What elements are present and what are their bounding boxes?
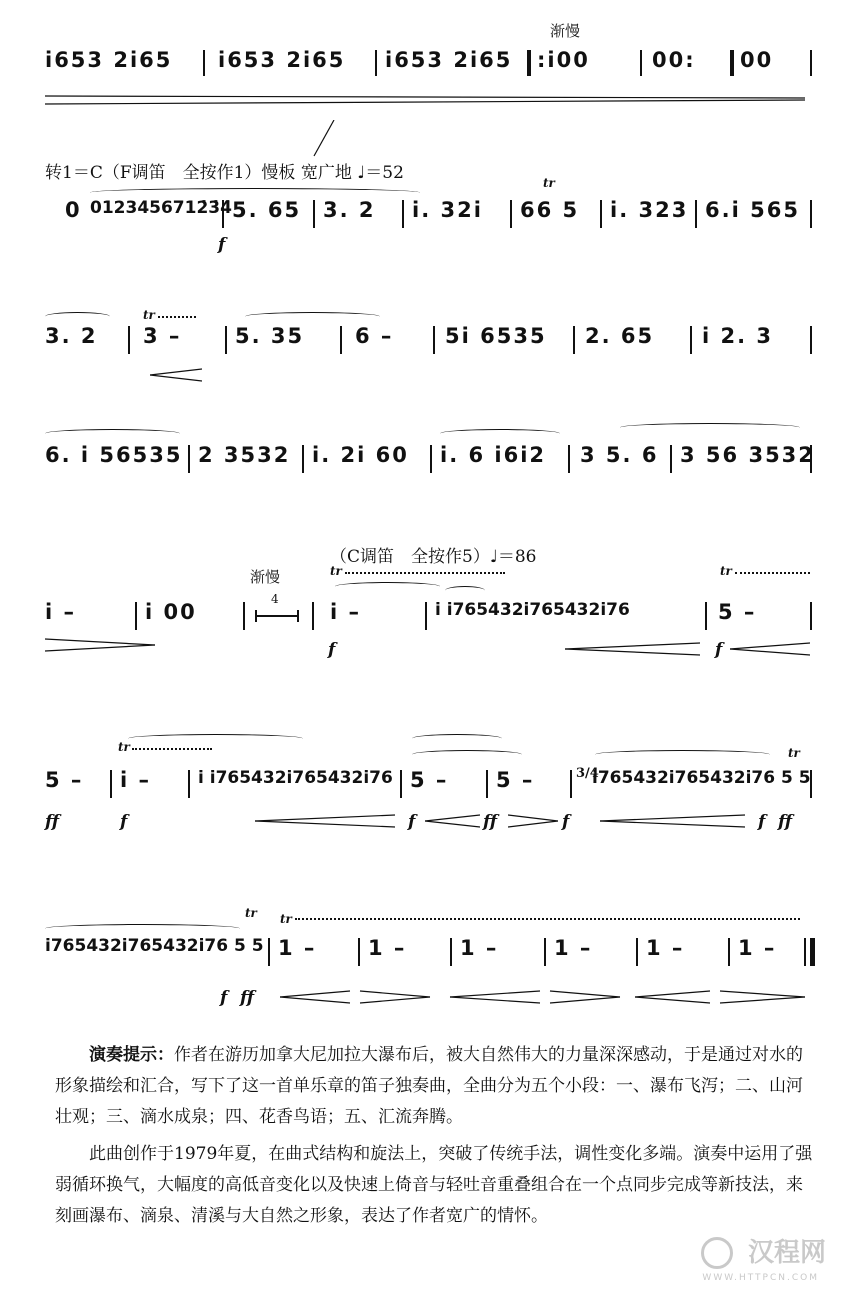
measure: i653 2i65	[218, 48, 346, 72]
dynamic-forte: f	[408, 812, 416, 832]
score-row-4	[40, 415, 820, 495]
measure: i. 32i	[412, 198, 483, 222]
measure: 00	[740, 48, 774, 72]
measure: 5 –	[410, 768, 449, 792]
measure: 6. i 56535	[45, 443, 183, 467]
dynamic-forte: f	[220, 988, 228, 1008]
measure: 00:	[652, 48, 696, 72]
barline	[705, 602, 707, 630]
barline	[568, 445, 570, 473]
measure: 2. 65	[585, 324, 655, 348]
score-row-2	[40, 120, 820, 260]
slur	[440, 429, 560, 438]
barline	[375, 50, 377, 76]
measure: i. 6 i6i2	[440, 443, 547, 467]
barline	[433, 326, 435, 354]
measure: i i765432i765432i76	[435, 600, 630, 620]
notes-paragraph-2	[55, 1139, 815, 1232]
slur	[45, 924, 240, 933]
barline	[510, 200, 512, 228]
trill-mark: tr	[543, 176, 555, 190]
crescendo-hairpin	[425, 814, 480, 828]
measure: i –	[120, 768, 152, 792]
measure: 2 3532	[198, 443, 291, 467]
measure: i. 2i 60	[312, 443, 409, 467]
barline	[690, 326, 692, 354]
barline	[268, 938, 270, 966]
notes-paragraph-1	[55, 1040, 815, 1133]
measure: 1 –	[554, 936, 593, 960]
section-pointer-line	[310, 120, 340, 160]
barline	[358, 938, 360, 966]
slur	[45, 312, 110, 321]
barline	[110, 770, 112, 798]
barline	[810, 602, 812, 630]
decrescendo-hairpin	[508, 814, 558, 828]
double-barline	[527, 50, 531, 76]
trill-line	[158, 316, 196, 322]
measure: i –	[330, 600, 362, 624]
measure: 0123456712̇3̇4̇	[90, 198, 232, 218]
time-signature: 3/4	[576, 766, 599, 781]
final-barline	[804, 938, 806, 966]
score-row-7	[40, 900, 820, 1020]
slur	[335, 582, 440, 591]
trill-line	[735, 572, 810, 578]
barline	[243, 602, 245, 630]
slur	[445, 586, 485, 595]
watermark-logo	[701, 1232, 826, 1270]
final-barline	[810, 938, 815, 966]
barline	[810, 200, 812, 228]
crescendo-hairpin	[255, 814, 395, 828]
score-row-3	[40, 290, 820, 390]
measure: i –	[45, 600, 77, 624]
dynamic-forte: f	[715, 640, 723, 660]
dynamic-forte: f	[562, 812, 570, 832]
crescendo-hairpin	[600, 814, 745, 828]
measure: 6 –	[355, 324, 394, 348]
watermark-brand: 汉程网	[747, 1237, 826, 1268]
performance-notes	[55, 1040, 815, 1238]
measure: i. 323	[610, 198, 689, 222]
trill-line	[132, 748, 212, 754]
barline	[188, 445, 190, 473]
dynamic-forte: f	[120, 812, 128, 832]
dynamic-forte: f	[758, 812, 766, 832]
measure: 1 –	[368, 936, 407, 960]
measure: 0	[65, 198, 82, 222]
measure: 3. 2	[45, 324, 98, 348]
barline	[203, 50, 205, 76]
slur	[412, 734, 502, 743]
barline	[430, 445, 432, 473]
section-header: 转1＝C（F调笛 全按作1）慢板 宽广地 ♩＝52	[45, 163, 404, 183]
logo-icon	[701, 1237, 733, 1269]
measure: 3. 2	[323, 198, 376, 222]
measure: 1 –	[278, 936, 317, 960]
section-header: （C调笛 全按作5）♩＝86	[330, 547, 537, 567]
barline	[544, 938, 546, 966]
barline	[695, 200, 697, 228]
barline	[425, 602, 427, 630]
barline	[135, 602, 137, 630]
measure: i i765432i765432i76	[198, 768, 393, 788]
barline	[640, 50, 642, 76]
measure: i653 2i65	[45, 48, 173, 72]
slur	[45, 429, 180, 438]
barline	[600, 200, 602, 228]
measure: 3 56 3532	[680, 443, 815, 467]
tempo-mark-ritardando: 渐慢	[250, 568, 281, 586]
barline	[810, 770, 812, 798]
notes-text-1: 作者在游历加拿大尼加拉大瀑布后，被大自然伟大的力量深深感动，于是通过对水的形象描绘和汇合，写下了这一首单乐章的笛子独奏曲，全曲分为五个小段：一、瀑布飞泻；二、山河壮观；三、滴水成泉；四、花香鸟语；五、汇流奔腾。	[55, 1045, 803, 1127]
crescendo-hairpin	[150, 368, 202, 382]
measure: i 00	[145, 600, 197, 624]
measure: 1 –	[646, 936, 685, 960]
dynamic-fortissimo: ff	[240, 988, 255, 1008]
barline	[810, 445, 812, 473]
measure: 5. 65	[232, 198, 302, 222]
trill-mark: tr	[330, 564, 342, 578]
dynamic-fortissimo: ff	[483, 812, 498, 832]
tempo-mark-ritardando: 渐慢	[550, 22, 581, 40]
dynamic-fortissimo: ff	[45, 812, 60, 832]
barline	[402, 200, 404, 228]
barline	[728, 938, 730, 966]
watermark-url: WWW.HTTPCN.COM	[702, 1273, 819, 1283]
trill-mark: tr	[245, 906, 257, 920]
notes-label: 演奏提示：	[89, 1045, 174, 1065]
decrescendo-hairpin	[45, 638, 155, 652]
measure: 1 –	[460, 936, 499, 960]
score-row-1	[40, 20, 820, 110]
trill-line	[295, 918, 800, 924]
barline	[450, 938, 452, 966]
slur	[90, 188, 420, 197]
slur	[128, 734, 303, 743]
barline	[810, 326, 812, 354]
slur	[412, 750, 522, 759]
measure: i765432i765432i76 5 5	[592, 768, 811, 788]
measure: i 2. 3	[702, 324, 774, 348]
barline	[573, 326, 575, 354]
measure: 5 –	[45, 768, 84, 792]
trill-mark: tr	[720, 564, 732, 578]
measure: 5. 35	[235, 324, 305, 348]
barline	[313, 200, 315, 228]
trill-mark: tr	[143, 308, 155, 322]
dynamic-forte: f	[218, 235, 226, 255]
measure: 1 –	[738, 936, 777, 960]
barline	[225, 326, 227, 354]
slur	[595, 750, 770, 759]
measure: 3 5. 6	[580, 443, 659, 467]
crescendo-hairpin	[730, 642, 810, 656]
dynamic-forte: f	[328, 640, 336, 660]
barline	[188, 770, 190, 798]
dynamic-fortissimo: ff	[778, 812, 793, 832]
measure: 6.i 565	[705, 198, 800, 222]
barline	[636, 938, 638, 966]
measure: 5i 6535	[445, 324, 547, 348]
barline	[340, 326, 342, 354]
trill-mark: tr	[118, 740, 130, 754]
barline	[302, 445, 304, 473]
measure: :i00	[537, 48, 590, 72]
barline	[810, 50, 812, 76]
barline	[400, 770, 402, 798]
barline	[128, 326, 130, 354]
barline	[570, 770, 572, 798]
measure: 5 –	[718, 600, 757, 624]
notes-text-2: 此曲创作于1979年夏，在曲式结构和旋法上，突破了传统手法，调性变化多端。演奏中运用了强弱循环换气，大幅度的高低音变化以及快速上倚音与轻吐音重叠组合在一个点同步完成等新技法，来刻画瀑布、滴泉、清溪与大自然之形象，表达了作者宽广的情怀。	[55, 1144, 813, 1226]
trill-line	[345, 572, 505, 578]
score-row-6	[40, 720, 820, 850]
slur	[620, 423, 800, 432]
double-barline	[730, 50, 734, 76]
measure: 66 5	[520, 198, 580, 222]
measure: i653 2i65	[385, 48, 513, 72]
slur	[245, 312, 380, 321]
hairpin-sequence	[280, 990, 805, 1004]
measure: i765432i765432i76 5 5	[45, 936, 264, 956]
barline	[222, 200, 224, 228]
multi-measure-rest	[255, 592, 299, 622]
barline	[670, 445, 672, 473]
rest-count: 4	[271, 592, 279, 606]
barline	[312, 602, 314, 630]
trill-mark: tr	[788, 746, 800, 760]
crescendo-hairpin	[565, 642, 700, 656]
barline	[486, 770, 488, 798]
measure: 5 –	[496, 768, 535, 792]
trill-mark: tr	[280, 912, 292, 926]
score-row-5	[40, 540, 820, 670]
measure: 3 –	[143, 324, 182, 348]
decrescendo-hairpin	[45, 92, 805, 108]
